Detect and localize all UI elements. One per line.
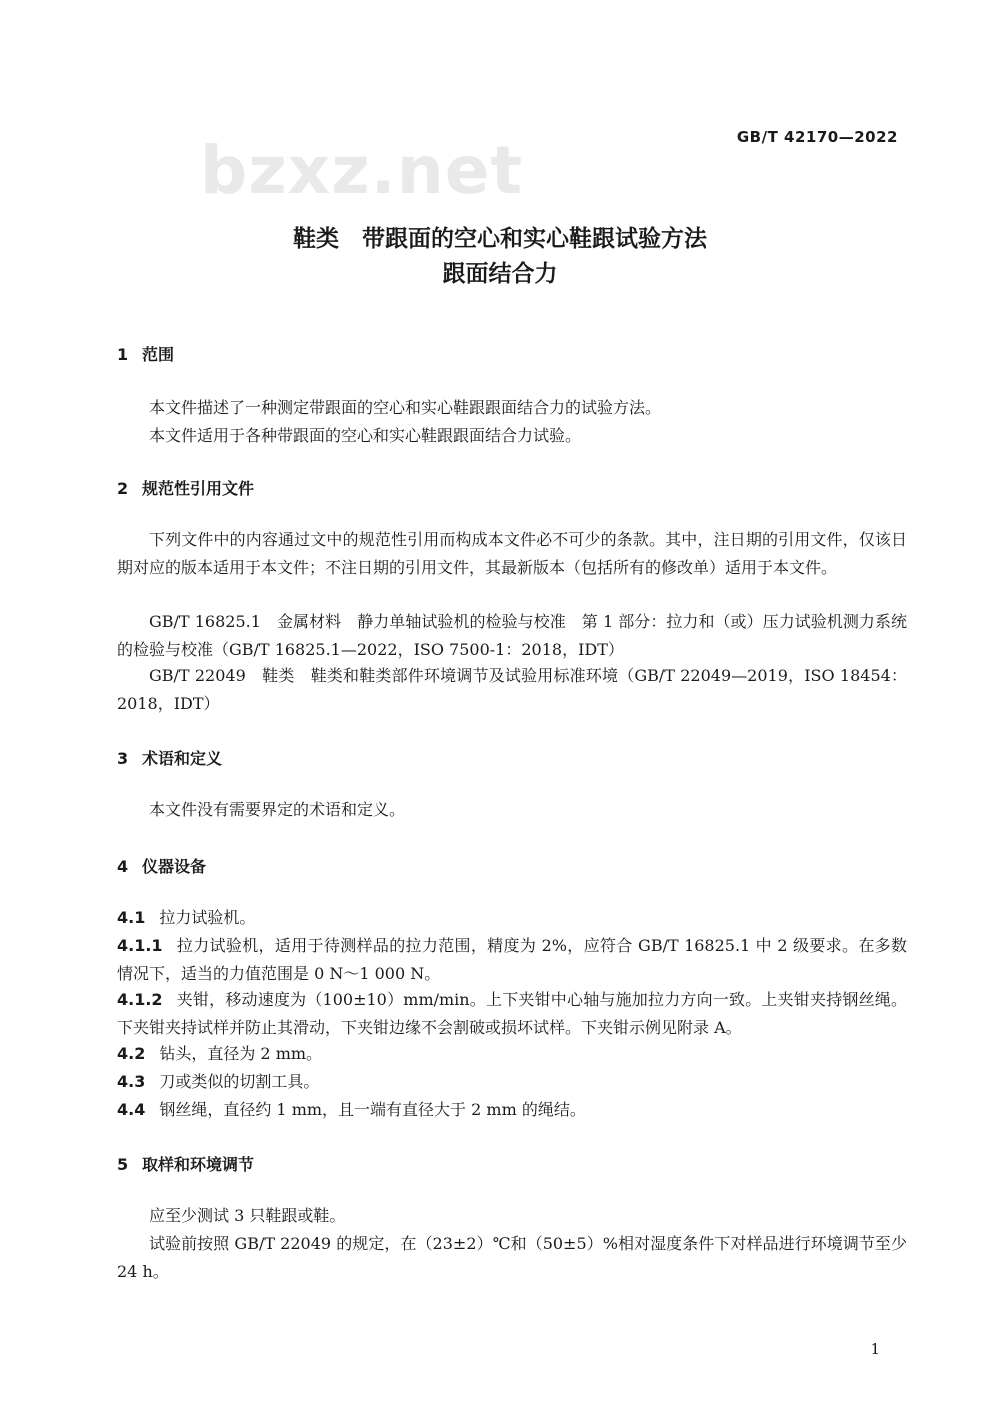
clause-number: 4.1 [117,908,146,927]
document-title: 鞋类 带跟面的空心和实心鞋跟试验方法 [293,226,707,252]
paragraph: 试验前按照 GB/T 22049 的规定，在（23±2）℃和（50±5）%相对湿度条件下对样品进行环境调节至少 24 h。 [117,1234,907,1281]
reference-entry: GB/T 16825.1 金属材料 静力单轴试验机的检验与校准 第 1 部分：拉力和（或）压力试验机测力系统的检验与校准（GB/T 16825.1—2022，ISO 7500-1：2018，IDT） [117,612,907,659]
clause-text: 夹钳，移动速度为（100±10）mm/min。上下夹钳中心轴与施加拉力方向一致。上夹钳夹持钢丝绳。下夹钳夹持试样并防止其滑动，下夹钳边缘不会割破或损坏试样。下夹钳示例见附录 A。 [117,990,907,1037]
document-subtitle: 跟面结合力 [442,261,558,287]
section-title: 取样和环境调节 [142,1155,255,1174]
section-number: 5 [117,1155,129,1174]
section-title: 仪器设备 [142,857,207,876]
section-heading-scope [117,342,174,365]
clause-4-3 [117,1068,907,1096]
paragraph: 应至少测试 3 只鞋跟或鞋。 [149,1206,346,1225]
section-heading-apparatus [117,854,206,877]
section-number: 3 [117,749,129,768]
clause-text: 拉力试验机，适用于待测样品的拉力范围，精度为 2%，应符合 GB/T 16825.1 中 2 级要求。在多数情况下，适当的力值范围是 0 N～1 000 N。 [117,936,907,983]
section-number: 4 [117,857,129,876]
section-heading-sampling [117,1152,254,1175]
clause-text: 钢丝绳，直径约 1 mm，且一端有直径大于 2 mm 的绳结。 [159,1100,586,1119]
section-title: 范围 [142,345,175,364]
clause-number: 4.1.2 [117,990,163,1009]
reference-entry: GB/T 22049 鞋类 鞋类和鞋类部件环境调节及试验用标准环境（GB/T 22049—2019，ISO 18454：2018，IDT） [117,666,907,713]
watermark: bzxz.net [200,132,524,209]
page-number: 1 [870,1340,880,1358]
clause-4-1-2 [117,986,907,1042]
clause-4-1 [117,904,907,932]
clause-4-4 [117,1096,907,1124]
section-number: 2 [117,479,129,498]
clause-number: 4.1.1 [117,936,163,955]
standard-code: GB/T 42170—2022 [736,128,898,146]
paragraph: 本文件没有需要界定的术语和定义。 [149,800,406,819]
paragraph: 本文件描述了一种测定带跟面的空心和实心鞋跟跟面结合力的试验方法。 [149,398,662,417]
clause-4-1-1 [117,932,907,988]
section-title: 规范性引用文件 [142,479,255,498]
clause-number: 4.4 [117,1100,146,1119]
paragraph: 本文件适用于各种带跟面的空心和实心鞋跟跟面结合力试验。 [149,426,582,445]
paragraph: 下列文件中的内容通过文中的规范性引用而构成本文件必不可少的条款。其中，注日期的引用文件，仅该日期对应的版本适用于本文件；不注日期的引用文件，其最新版本（包括所有的修改单）适用于本文件。 [117,530,907,577]
clause-4-2 [117,1040,907,1068]
section-heading-normative-references [117,476,254,499]
clause-text: 钻头，直径为 2 mm。 [159,1044,323,1063]
clause-number: 4.3 [117,1072,146,1091]
section-title: 术语和定义 [142,749,223,768]
section-number: 1 [117,345,129,364]
clause-text: 刀或类似的切割工具。 [159,1072,320,1091]
clause-text: 拉力试验机。 [159,908,256,927]
clause-number: 4.2 [117,1044,146,1063]
section-heading-terms [117,746,222,769]
